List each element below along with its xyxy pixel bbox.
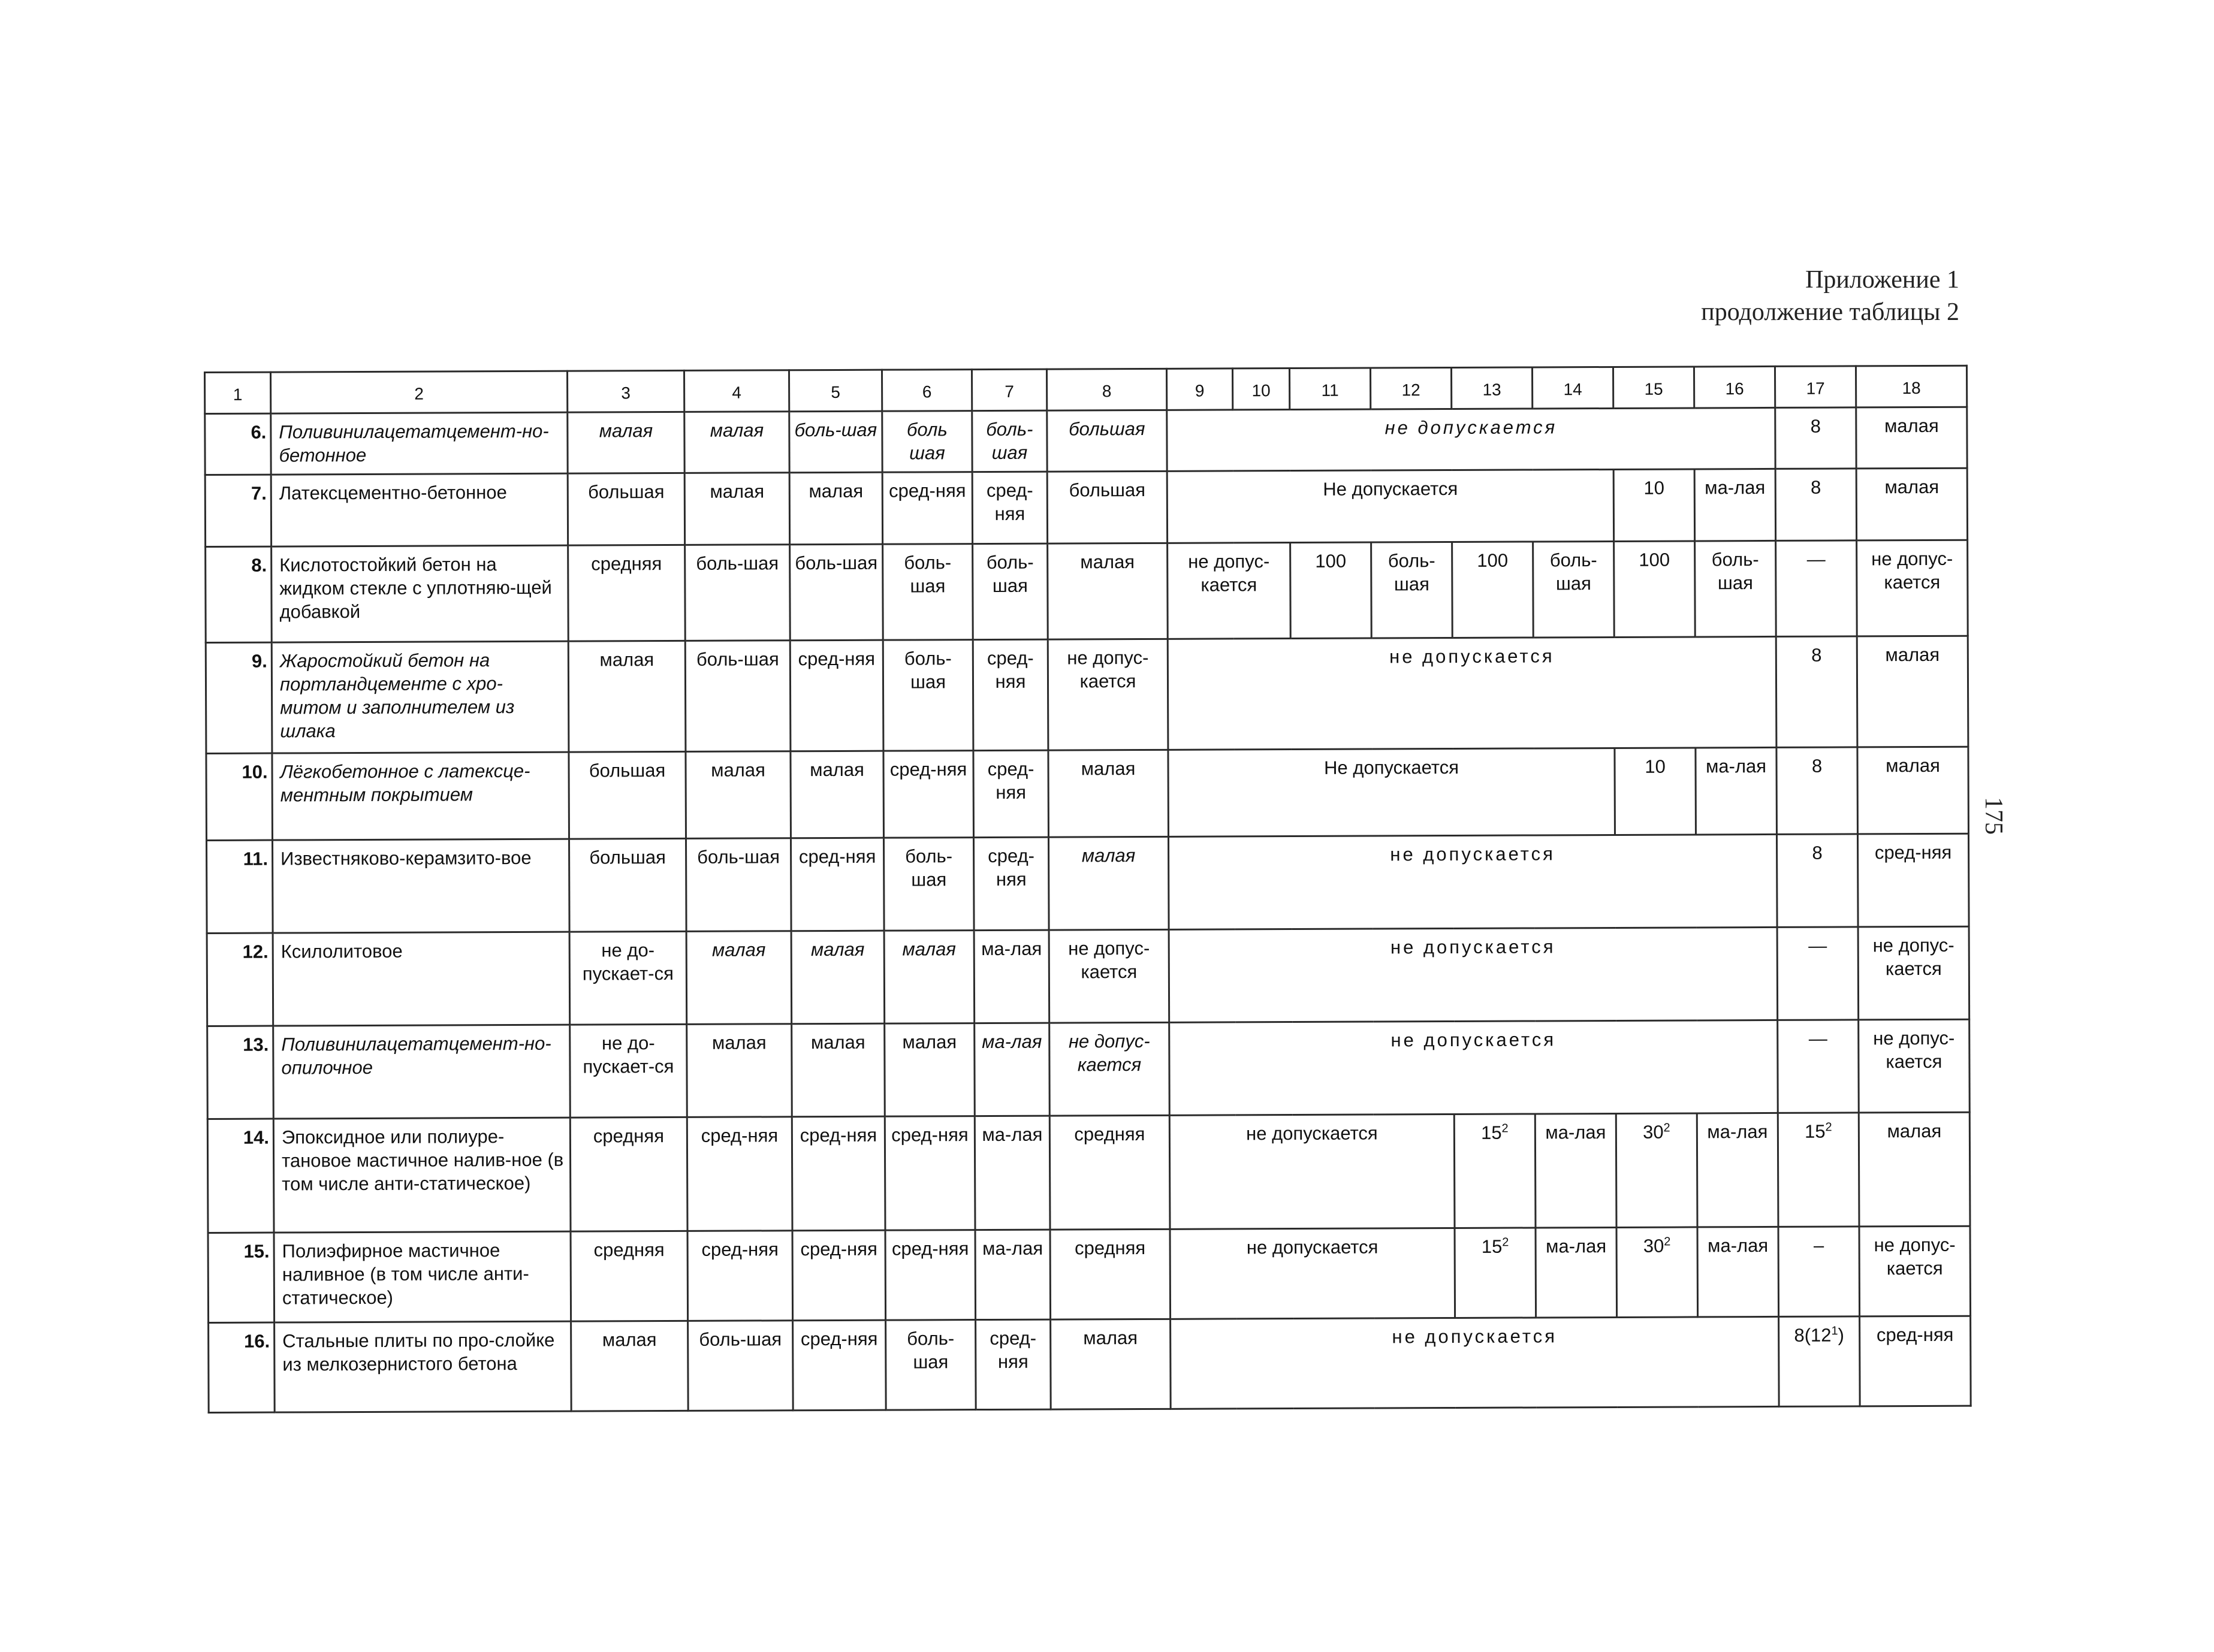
- table-cell: сред-няя: [687, 1231, 793, 1321]
- table-row: [205, 468, 1967, 546]
- col-num: 6: [882, 370, 972, 412]
- table-cell: 8: [1776, 636, 1857, 748]
- table-cell: сред-няя: [883, 751, 974, 838]
- material-name: Поливинилацетатцемент-но-бетонное: [271, 412, 568, 475]
- table-cell: боль-шая: [883, 640, 973, 751]
- table-cell: 10: [1613, 469, 1694, 542]
- table-cell: малая: [1048, 543, 1168, 639]
- table-cell: 100: [1614, 541, 1696, 638]
- row-number: 6.: [205, 413, 271, 475]
- col-num: 15: [1613, 367, 1694, 409]
- material-name: Эпоксидное или полиуре-тановое мастичное налив-ное (в том числе анти-статическое): [273, 1118, 571, 1233]
- table-cell: большая: [568, 473, 684, 545]
- table-cell: сред-няя: [792, 1230, 886, 1321]
- table-cell: боль шая: [882, 411, 972, 473]
- table-cell: средняя: [571, 1231, 688, 1321]
- appendix-header: [1701, 264, 1959, 328]
- table-cell: 10: [1615, 748, 1696, 835]
- table-cell: сред-няя: [976, 1319, 1051, 1409]
- table-cell: боль-шая: [883, 838, 974, 931]
- table-cell: $15^2$: [1778, 1113, 1859, 1227]
- materials-table: [204, 365, 1972, 1414]
- not-allowed-span: не допускается: [1168, 636, 1776, 750]
- column-number-row: [205, 366, 1967, 413]
- table-cell: —: [1777, 927, 1859, 1020]
- table-cell: ма-лая: [1697, 1113, 1778, 1227]
- table-cell: $30^2$: [1616, 1227, 1698, 1318]
- table-cell: ма-лая: [975, 1116, 1050, 1230]
- row-number: 10.: [206, 753, 273, 840]
- table-cell: 8: [1775, 407, 1856, 469]
- table-cell: $15^2$: [1454, 1114, 1536, 1228]
- table-cell: 8: [1776, 747, 1858, 835]
- row-number: 8.: [206, 546, 272, 642]
- row-number: 16.: [209, 1322, 275, 1412]
- table-cell: малая: [1857, 747, 1969, 834]
- table-cell: не допус-кается: [1168, 543, 1291, 639]
- table-cell: малая: [571, 1321, 689, 1411]
- table-row: [209, 1316, 1971, 1412]
- table-cell: боль-шая: [685, 545, 791, 641]
- table-cell: малая: [884, 931, 975, 1024]
- table-cell: ма-лая: [975, 1230, 1051, 1319]
- table-cell: сред-няя: [793, 1320, 886, 1411]
- material-name: Ксилолитовое: [273, 932, 570, 1026]
- table-cell: ма-лая: [974, 930, 1049, 1023]
- material-name: Поливинилацетатцемент-но-опилочное: [273, 1025, 571, 1119]
- col-num: 2: [271, 371, 568, 413]
- table-cell: малая: [684, 412, 789, 473]
- not-allowed-span: не допускается: [1169, 1020, 1778, 1115]
- table-cell: сред-няя: [972, 472, 1047, 543]
- table-cell: малая: [684, 473, 789, 545]
- table-cell: не допус-кается: [1048, 639, 1168, 750]
- table-cell: —: [1778, 1020, 1859, 1113]
- table-cell: не до-пускает-ся: [570, 1024, 687, 1118]
- col-num: 5: [789, 370, 882, 412]
- table-cell: боль-шая: [789, 411, 882, 473]
- not-allowed-span: не допускается: [1167, 407, 1775, 471]
- col-num: 7: [972, 369, 1046, 410]
- not-allowed-span: не допускается: [1168, 834, 1777, 929]
- table-cell: малая: [1857, 636, 1968, 747]
- table-cell: $8(12^1)$: [1779, 1316, 1860, 1407]
- col-num: 1: [205, 372, 271, 413]
- table-cell: сред-няя: [1857, 833, 1969, 927]
- table-continuation-label: продолжение таблицы 2: [1701, 298, 1959, 326]
- row-number: 11.: [207, 840, 273, 933]
- table-cell: малая: [791, 931, 885, 1024]
- col-num: 17: [1775, 366, 1856, 408]
- table-cell: не допус-кается: [1859, 1226, 1971, 1316]
- table-cell: сред-няя: [687, 1117, 792, 1231]
- col-num: 4: [684, 370, 789, 412]
- table-cell: ма-лая: [1697, 1227, 1779, 1317]
- table-cell: ма-лая: [1696, 747, 1777, 835]
- table-cell: большая: [1047, 410, 1167, 472]
- table-cell: ма-лая: [1535, 1113, 1616, 1228]
- table-cell: большая: [569, 751, 686, 839]
- table-cell: 8: [1775, 469, 1856, 541]
- table-cell: малая: [1859, 1112, 1970, 1227]
- col-num: 18: [1856, 366, 1966, 407]
- table-cell: боль-шая: [886, 1320, 976, 1411]
- not-allowed-span: Не допускается: [1168, 748, 1615, 836]
- row-number: 9.: [206, 642, 272, 753]
- material-name: Латексцементно-бетонное: [271, 473, 568, 546]
- table-cell: малая: [885, 1023, 975, 1117]
- table-row: [208, 1226, 1971, 1322]
- table-cell: боль-шая: [1695, 540, 1776, 637]
- table-cell: средняя: [568, 545, 686, 641]
- table-cell: малая: [686, 931, 792, 1025]
- table-cell: сред-няя: [882, 472, 972, 545]
- table-cell: ма-лая: [1694, 469, 1775, 541]
- table-cell: малая: [1051, 1319, 1171, 1409]
- table-cell: средняя: [1050, 1229, 1171, 1319]
- col-num: 10: [1232, 369, 1289, 410]
- table-cell: сред-няя: [791, 838, 884, 931]
- table-cell: сред-няя: [885, 1230, 976, 1321]
- table-cell: не допус-кается: [1049, 1022, 1170, 1116]
- table-cell: не допус-кается: [1858, 926, 1969, 1020]
- table-cell: сред-няя: [790, 640, 883, 751]
- material-name: Полиэфирное мастичное наливное (в том числе анти-статическое): [274, 1231, 571, 1322]
- table-cell: не допус-кается: [1859, 1019, 1970, 1113]
- material-name: Стальные плиты по про-слойке из мелкозернистого бетона: [275, 1321, 572, 1412]
- table-row: [207, 833, 1969, 933]
- table-cell: большая: [1047, 471, 1167, 543]
- col-num: 16: [1694, 366, 1775, 408]
- table-row: [206, 636, 1968, 753]
- table-cell: не допус-кается: [1857, 540, 1968, 636]
- col-num: 8: [1046, 369, 1166, 410]
- table-cell: малая: [687, 1024, 792, 1118]
- not-allowed-span: Не допускается: [1167, 469, 1613, 543]
- table-row: [207, 1019, 1970, 1119]
- table-cell: малая: [1856, 407, 1967, 469]
- table-cell: ма-лая: [975, 1023, 1050, 1116]
- material-name: Известняково-керамзито-вое: [273, 839, 570, 933]
- table-cell: боль-шая: [790, 544, 883, 641]
- table-cell: малая: [1048, 750, 1169, 837]
- table-cell: –: [1778, 1227, 1860, 1317]
- table-cell: $30^2$: [1616, 1113, 1697, 1228]
- table-cell: сред-няя: [1860, 1316, 1971, 1406]
- table-container: [204, 365, 1964, 1396]
- table-cell: $15^2$: [1455, 1228, 1536, 1318]
- table-cell: боль-шая: [973, 543, 1048, 639]
- table-cell: не до-пускает-ся: [569, 931, 687, 1025]
- not-allowed-span: не допускается: [1171, 1316, 1779, 1409]
- table-cell: сред-няя: [973, 639, 1048, 750]
- table-cell: боль-шая: [688, 1321, 794, 1411]
- table-row: [206, 747, 1969, 840]
- row-number: 13.: [207, 1026, 274, 1119]
- table-cell: сред-няя: [973, 837, 1049, 930]
- table-cell: боль-шая: [972, 410, 1047, 472]
- table-cell: сред-няя: [885, 1116, 975, 1231]
- table-cell: 100: [1290, 542, 1372, 639]
- col-num: 13: [1451, 367, 1532, 409]
- not-allowed-span: не допускается: [1170, 1228, 1455, 1319]
- table-cell: средняя: [570, 1117, 687, 1231]
- material-name: Кислотостойкий бетон на жидком стекле с уплотняю-щей добавкой: [272, 545, 569, 642]
- material-name: Жаростойкий бетон на портландцементе с хро-митом и заполнителем из шлака: [272, 641, 569, 753]
- table-cell: сред-няя: [973, 750, 1049, 837]
- table-cell: малая: [792, 1023, 885, 1117]
- table-cell: сред-няя: [792, 1116, 885, 1231]
- table-cell: малая: [789, 472, 882, 545]
- table-cell: малая: [1856, 468, 1967, 540]
- table-cell: малая: [791, 751, 884, 838]
- row-number: 14.: [207, 1119, 274, 1233]
- page-number: 175: [1980, 797, 2007, 835]
- table-cell: не допус-кается: [1049, 929, 1169, 1023]
- table-cell: ма-лая: [1536, 1227, 1617, 1318]
- table-cell: средняя: [1049, 1115, 1170, 1230]
- table-cell: боль-шая: [1371, 542, 1453, 639]
- col-num: 12: [1370, 368, 1451, 410]
- table-row: [206, 540, 1968, 642]
- table-cell: 100: [1452, 542, 1534, 638]
- table-row: [207, 1112, 1970, 1233]
- row-number: 12.: [207, 933, 273, 1026]
- table-cell: малая: [568, 641, 686, 752]
- table-cell: боль-шая: [883, 544, 973, 641]
- col-num: 9: [1166, 369, 1232, 410]
- table-cell: большая: [569, 838, 687, 932]
- table-cell: малая: [686, 751, 791, 839]
- table-cell: 8: [1776, 834, 1858, 928]
- table-cell: малая: [1048, 836, 1169, 930]
- col-num: 11: [1289, 368, 1370, 410]
- material-name: Лёгкобетонное с латексце-ментным покрытием: [272, 752, 569, 840]
- table-cell: боль-шая: [685, 641, 791, 752]
- table-cell: боль-шая: [686, 838, 791, 932]
- row-number: 7.: [205, 475, 271, 546]
- row-number: 15.: [208, 1233, 275, 1322]
- table-row: [207, 926, 1969, 1026]
- col-num: 14: [1532, 367, 1613, 409]
- table-row: [205, 407, 1967, 475]
- table-cell: —: [1776, 540, 1857, 637]
- table-cell: боль-шая: [1533, 541, 1615, 638]
- col-num: 3: [568, 370, 684, 412]
- table-cell: малая: [568, 412, 684, 473]
- not-allowed-span: не допускается: [1169, 927, 1778, 1022]
- not-allowed-span: не допускается: [1169, 1114, 1455, 1229]
- appendix-title: Приложение 1: [1805, 266, 1959, 294]
